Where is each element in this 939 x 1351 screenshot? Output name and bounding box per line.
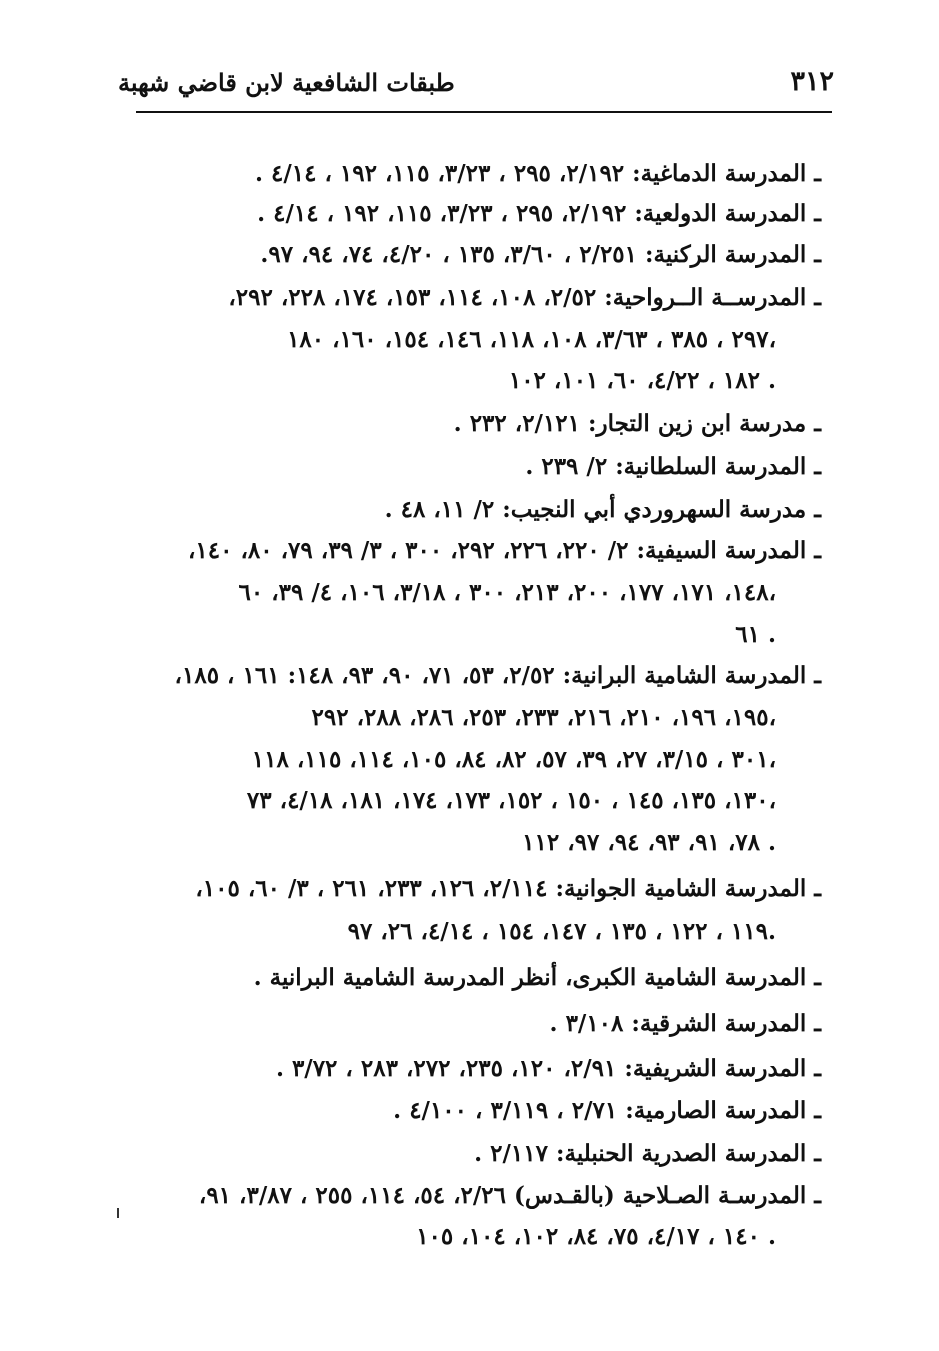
index-entry-line: ٣٠١ ، ٣/١٥، ٢٧، ٣٩، ٥٧، ٨٢، ٨٤، ١٠٥، ١١٤، ١١٥، ١١٨،	[251, 746, 776, 773]
index-entry-line: ـ المدرسة الركنية: ٢/٢٥١ ، ٣/٦٠، ١٣٥ ، ٤/٢٠، ٧٤، ٩٤، ٩٧.	[260, 241, 821, 268]
index-entry-line: ـ المدرسة الشامية البرانية: ٢/٥٢، ٥٣، ٧١، ٩٠، ٩٣، ١٤٨: ١٦١ ، ١٨٥،	[174, 662, 821, 689]
index-entry-line: ـ المدرســة الــرواحية: ٢/٥٢، ١٠٨، ١١٤، ١٥٣، ١٧٤، ٢٢٨، ٢٩٢،	[228, 284, 821, 311]
stray-ink-mark	[117, 1208, 119, 1218]
index-entry-line: ـ المدرسة الدولعية: ٢/١٩٢، ٢٩٥ ، ٣/٢٣، ١١٥، ١٩٢ ، ٤/١٤ .	[257, 200, 821, 227]
index-entry-line: ـ المدرسة السيفية: ٢/ ٢٢٠، ٢٢٦، ٢٩٢، ٣٠٠ ، ٣/ ٣٩، ٧٩، ٨٠، ١٤٠،	[187, 537, 821, 564]
index-entry-line: ١٤٠ ، ٤/١٧، ٧٥، ٨٤، ١٠٢، ١٠٤، ١٠٥ .	[416, 1223, 776, 1250]
index-entry-line: ـ المدرسة الشامية الجوانية: ٢/١١٤، ١٢٦، ٢٣٣، ٢٦١ ، ٣/ ٦٠، ١٠٥،	[195, 875, 821, 902]
index-entry-line: ـ مدرسة السهروردي أبي النجيب: ٢/ ١١، ٤٨ .	[384, 496, 821, 523]
index-entry-line: ـ المدرسة السلطانية: ٢/ ٢٣٩ .	[525, 453, 821, 480]
index-entry-line: ـ المدرسة الشرقية: ٣/١٠٨ .	[549, 1010, 821, 1037]
index-entry-line: ١٤٨، ١٧١، ١٧٧، ٢٠٠، ٢١٣، ٣٠٠ ، ٣/١٨، ١٠٦، ٤/ ٣٩، ٦٠،	[238, 579, 776, 606]
index-entry-line: ـ المدرسة الدماغية: ٢/١٩٢، ٢٩٥ ، ٣/٢٣، ١١٥، ١٩٢ ، ٤/١٤ .	[254, 160, 821, 187]
header-rule	[136, 111, 832, 113]
index-entry-line: ١٩٥، ١٩٦، ٢١٠، ٢١٦، ٢٣٣، ٢٥٣، ٢٨٦، ٢٨٨، ٢٩٢،	[311, 704, 776, 731]
index-entry-line: ـ المدرسة الشامية الكبرى، أنظر المدرسة الشامية البرانية .	[253, 964, 821, 991]
index-entry-line: ٧٨، ٩١، ٩٣، ٩٤، ٩٧، ١١٢ .	[522, 829, 776, 856]
index-entry-line: ـ المدرسـة الصـلاحية (بالقـدس) ٢/٢٦، ٥٤، ١١٤، ٢٥٥ ، ٣/٨٧، ٩١،	[198, 1182, 821, 1209]
running-title: طبقات الشافعية لابن قاضي شهبة	[118, 68, 455, 97]
index-entry-line: ١١٩ ، ١٢٢ ، ١٣٥ ، ١٤٧، ١٥٤ ، ٤/١٤، ٢٦، ٩٧.	[347, 918, 776, 945]
index-entry-line: ٢٩٧ ، ٣٨٥ ، ٣/٦٣، ١٠٨، ١١٨، ١٤٦، ١٥٤، ١٦٠، ١٨٠،	[287, 326, 776, 353]
page-number: ٣١٢	[790, 66, 834, 97]
index-entry-line: ٦١ .	[735, 621, 776, 648]
index-entry-line: ١٨٢ ، ٤/٢٢، ٦٠، ١٠١، ١٠٢ .	[508, 367, 776, 394]
index-entry-line: ـ المدرسة الشريفية: ٢/٩١، ١٢٠، ٢٣٥، ٢٧٢، ٢٨٣ ، ٣/٧٢ .	[275, 1055, 821, 1082]
page-header	[118, 58, 834, 110]
index-entry-line: ـ المدرسة الصدرية الحنبلية: ٢/١١٧ .	[474, 1140, 821, 1167]
index-entry-line: ـ المدرسة الصارمية: ٢/٧١ ، ٣/١١٩ ، ٤/١٠٠ .	[393, 1097, 821, 1124]
index-entry-line: ١٣٠، ١٣٥، ١٤٥ ، ١٥٠ ، ١٥٢، ١٧٣، ١٧٤، ١٨١، ٤/١٨، ٧٣،	[246, 787, 776, 814]
index-entry-line: ـ مدرسة ابن زين التجار: ٢/١٢١، ٢٣٢ .	[453, 410, 821, 437]
